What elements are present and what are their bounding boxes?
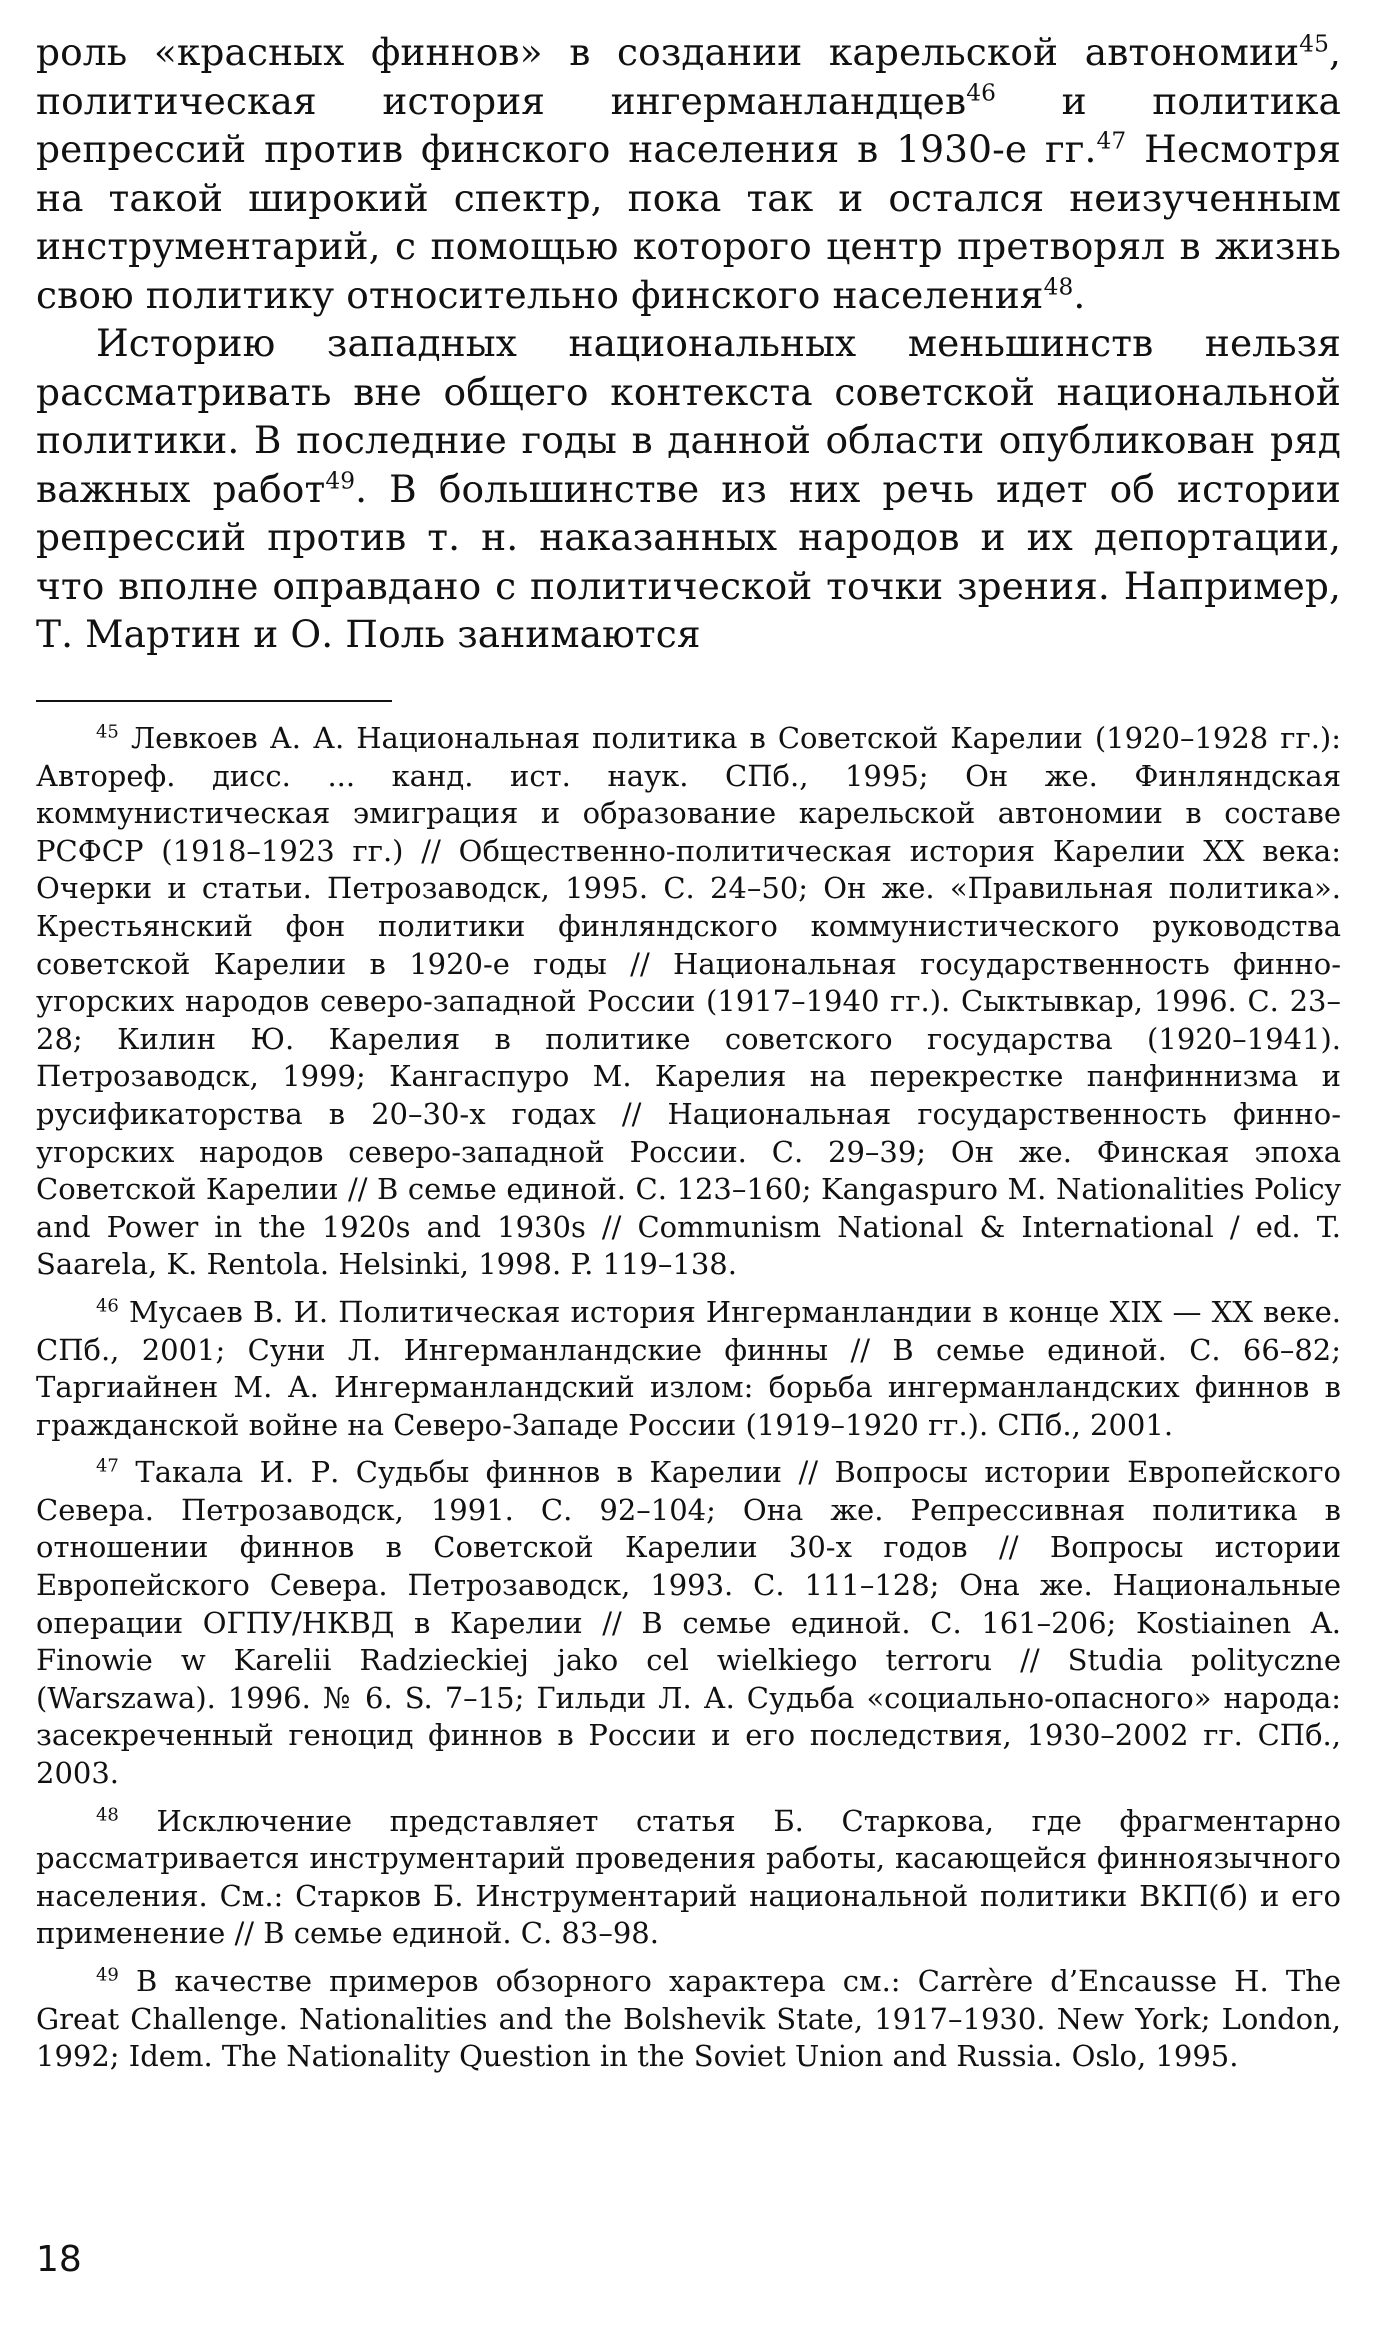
p1-text-5: .: [1073, 272, 1086, 317]
footnote-text: Исключение представляет статья Б. Старкова, где фрагментарно рассматривается инструментарий проведения работы, касающейся финноязычного населения. См.: Старков Б. Инструментарий национальной политики ВКП(б) и его применение // В семье единой. С. 83–98.: [36, 1803, 1341, 1951]
footnote-46: [36, 1294, 1341, 1444]
p2-text-1: Историю западных национальных меньшинств нельзя рассматривать вне общего контекста советской национальной политики. В последние годы в данной области опубликован ряд важных работ: [36, 321, 1341, 511]
footnote-ref-47: 47: [1096, 127, 1127, 155]
p1-text-2: , политическая история ингерманландцев: [36, 30, 1341, 123]
paragraph-1: [36, 28, 1341, 319]
footnote-ref-49: 49: [325, 467, 356, 494]
main-text: [36, 28, 1341, 659]
paragraph-2: [36, 319, 1341, 659]
p1-text-4: Несмотря на такой широкий спектр, пока так и остался неизученным инструментарий, с помощью которого центр претворял в жизнь свою политику относительно финского населения: [36, 127, 1341, 317]
footnote-48: [36, 1803, 1341, 1953]
footnote-divider: [36, 700, 392, 702]
footnote-ref-45: 45: [1299, 30, 1329, 58]
footnote-number: 46: [96, 1295, 119, 1317]
footnote-45: [36, 720, 1341, 1284]
p1-text-1: роль «красных финнов» в создании карельской автономии: [36, 30, 1300, 74]
footnote-text: Левкоев А. А. Национальная политика в Советской Карелии (1920–1928 гг.): Автореф. дисс. ... канд. ист. наук. СПб., 1995; Он же. Финляндская коммунистическая эмиграция и образование карельской автономии в составе РСФСР (1918–1923 гг.) // Общественно-политическая история Карелии XX века: Очерки и статьи. Петрозаводск, 1995. С. 24–50; Он же. «Правильная политика». Крестьянский фон политики финляндского коммунистического руководства советской Карелии в 1920-е годы // Национальная государственность финно-угорских народов северо-западной России (1917–1940 гг.). Сыктывкар, 1996. С. 23–28; Килин Ю. Карелия в политике советского государства (1920–1941). Петрозаводск, 1999; Кангаспуро М. Карелия на перекрестке панфиннизма и русификаторства в 20–30-х годах // Национальная государственность финно-угорских народов северо-западной России. С. 29–39; Он же. Финская эпоха Советской Карелии // В семье единой. С. 123–160; Kangaspuro M. Nationalities Policy and Power in the 1920s and 1930s // Communism National & International / ed. T. Saarela, K. Rentola. Helsinki, 1998. P. 119–138.: [36, 721, 1342, 1282]
footnote-ref-46: 46: [966, 79, 996, 106]
footnote-49: [36, 1963, 1341, 2076]
footnotes: [36, 720, 1341, 2086]
footnote-number: 45: [96, 721, 119, 743]
footnote-ref-48: 48: [1043, 273, 1074, 300]
footnote-47: [36, 1454, 1341, 1792]
footnote-text: Такала И. Р. Судьбы финнов в Карелии // Вопросы истории Европейского Севера. Петрозаводск, 1991. С. 92–104; Она же. Репрессивная политика в отношении финнов в Советской Карелии 30-х годов // Вопросы истории Европейского Севера. Петрозаводск, 1993. С. 111–128; Она же. Национальные операции ОГПУ/НКВД в Карелии // В семье единой. С. 161–206; Kostiainen A. Finowie w Karelii Radzieckiej jako cel wielkiego terroru // Studia polityczne (Warszawa). 1996. № 6. S. 7–15; Гильди Л. А. Судьба «социально-опасного» народа: засекреченный геноцид финнов в России и его последствия, 1930–2002 гг. СПб., 2003.: [36, 1455, 1341, 1791]
footnote-number: 48: [96, 1803, 119, 1825]
page-number: 18: [36, 2239, 82, 2280]
footnote-text: В качестве примеров обзорного характера см.: Carrère d’Encausse H. The Great Challenge. Nationalities and the Bolshevik State, 1917–1930. New York; London, 1992; Idem. The Nationality Question in the Soviet Union and Russia. Oslo, 1995.: [36, 1964, 1342, 2074]
p1-text-3: и политика репрессий против финского населения в 1930-е гг.: [36, 78, 1342, 171]
footnote-number: 49: [96, 1964, 119, 1986]
p2-text-2: . В большинстве из них речь идет об истории репрессий против т. н. наказанных народов и их депортации, что вполне оправдано с политической точки зрения. Например, Т. Мартин и О. Поль занимаются: [36, 466, 1341, 656]
footnote-text: Мусаев В. И. Политическая история Ингерманландии в конце XIX — XX веке. СПб., 2001; Суни Л. Ингерманландские финны // В семье единой. С. 66–82; Таргиайнен М. А. Ингерманландский излом: борьба ингерманландских финнов в гражданской войне на Северо-Западе России (1919–1920 гг.). СПб., 2001.: [36, 1294, 1341, 1442]
footnote-number: 47: [96, 1455, 119, 1477]
